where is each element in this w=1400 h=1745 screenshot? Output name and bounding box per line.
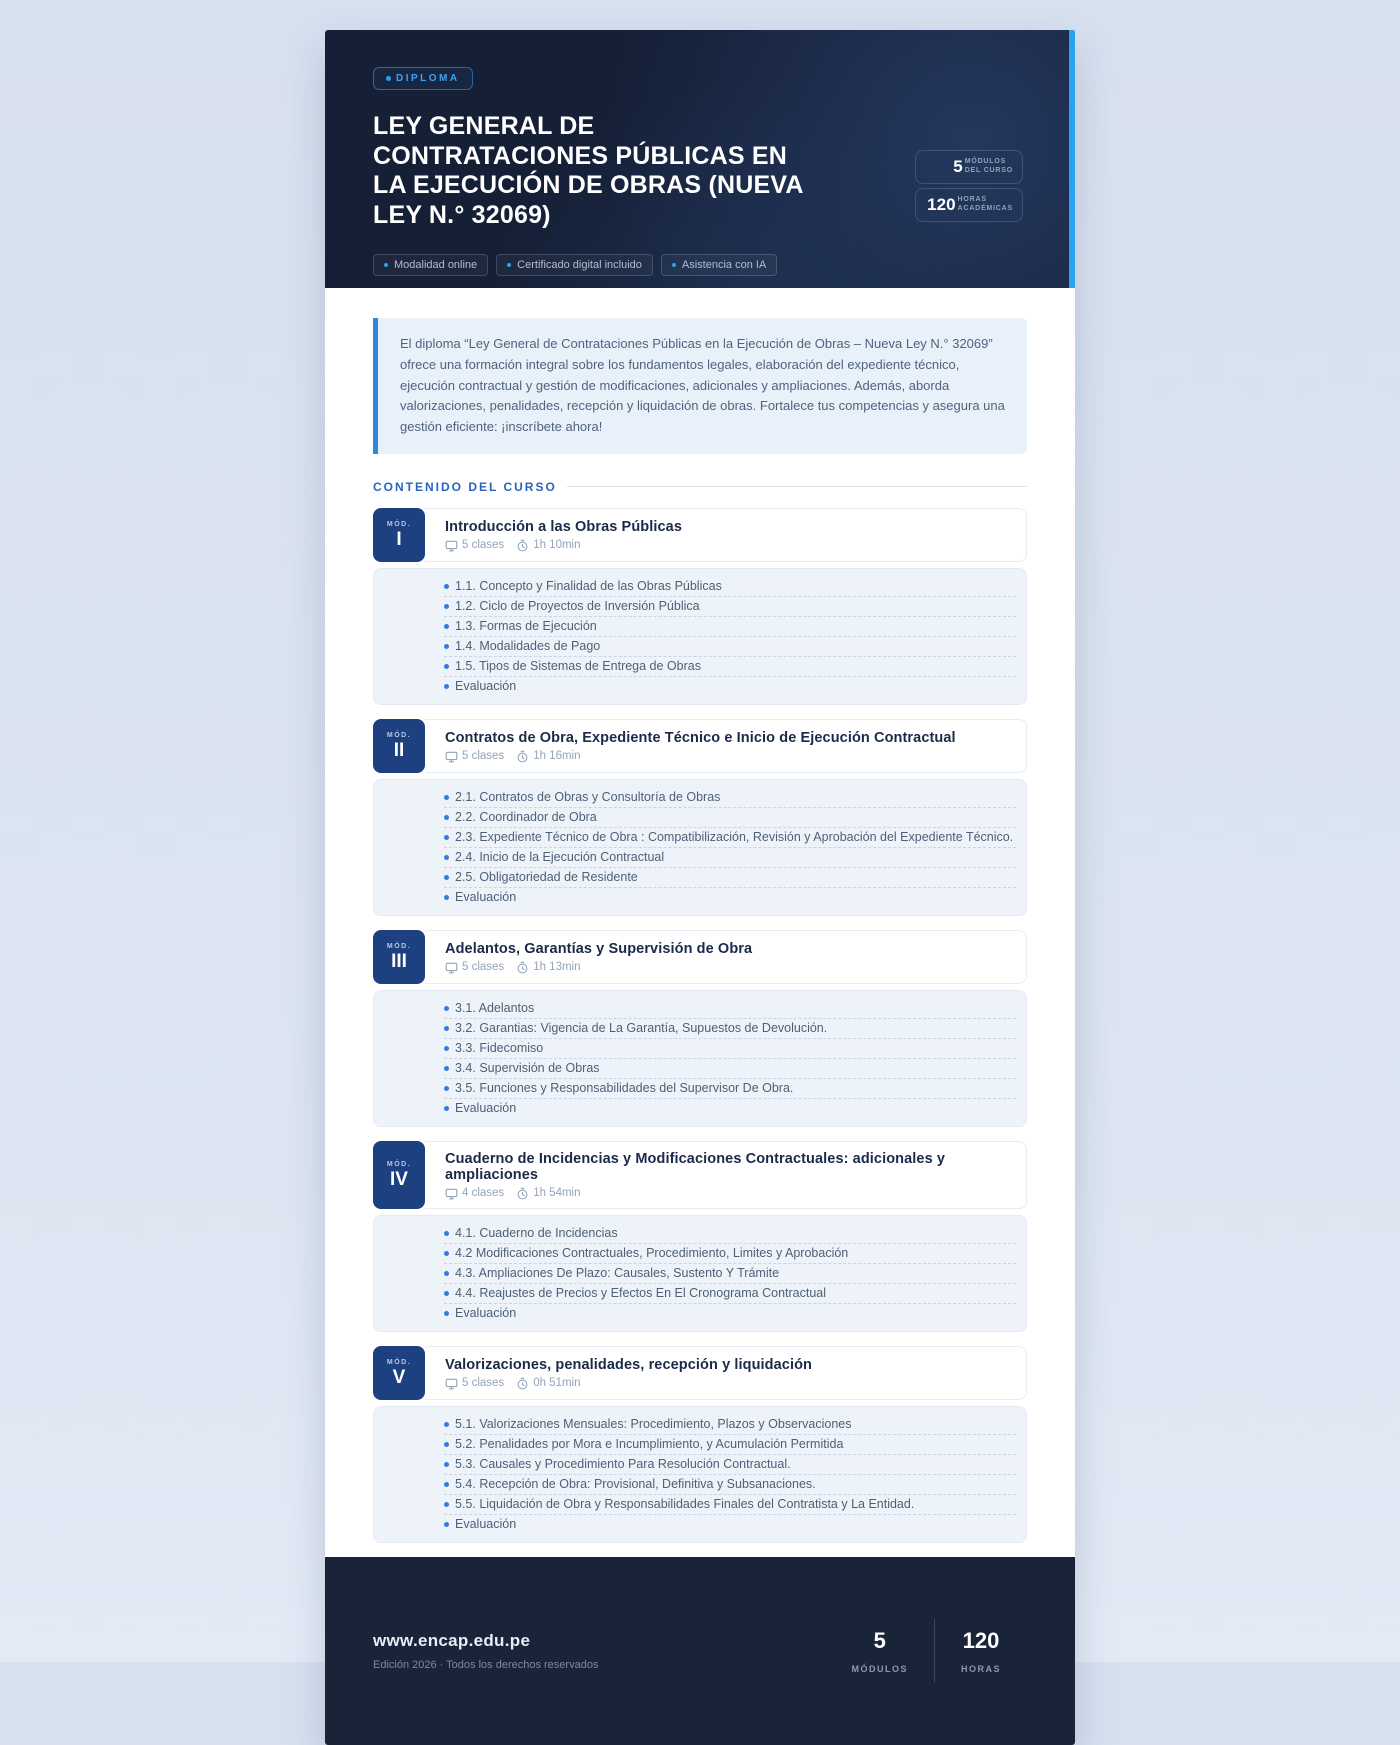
lesson-bullet-icon bbox=[444, 795, 449, 800]
course-page-card bbox=[325, 30, 1075, 1745]
module-title: Introducción a las Obras Públicas bbox=[445, 518, 682, 535]
lesson-bullet-icon bbox=[444, 1251, 449, 1256]
lesson-item bbox=[444, 1455, 1016, 1475]
footer-stat-hours bbox=[935, 1628, 1027, 1674]
module-badge bbox=[373, 508, 425, 562]
lesson-bullet-icon bbox=[444, 1502, 449, 1507]
lesson-bullet-icon bbox=[444, 604, 449, 609]
module-card bbox=[373, 930, 1027, 1127]
lesson-bullet-icon bbox=[444, 855, 449, 860]
lesson-title: 3.1. Adelantos bbox=[455, 1001, 535, 1016]
module-card bbox=[373, 719, 1027, 916]
module-meta bbox=[445, 539, 1006, 552]
classes-meta bbox=[445, 1187, 504, 1200]
module-title: Adelantos, Garantías y Supervisión de Obra bbox=[445, 940, 753, 957]
page-footer bbox=[325, 1557, 1075, 1745]
module-badge bbox=[373, 1346, 425, 1400]
lesson-item bbox=[444, 637, 1016, 657]
duration-meta bbox=[516, 539, 580, 552]
footer-copyright: Edición 2026 · Todos los derechos reservados bbox=[373, 1658, 599, 1671]
lesson-list bbox=[373, 779, 1027, 916]
lesson-list bbox=[373, 1406, 1027, 1543]
lesson-item bbox=[444, 1099, 1016, 1118]
duration: 1h 16min bbox=[533, 750, 581, 763]
lesson-title: 5.2. Penalidades por Mora e Incumplimiento, y Acumulación Permitida bbox=[455, 1437, 844, 1452]
module-badge-label: MÓD. bbox=[386, 731, 412, 739]
hero-accent-stripe bbox=[1069, 30, 1075, 288]
tag-label: Modalidad online bbox=[394, 259, 478, 271]
lesson-item bbox=[444, 1079, 1016, 1099]
module-title: Valorizaciones, penalidades, recepción y liquidación bbox=[445, 1356, 813, 1373]
classes-meta bbox=[445, 1377, 504, 1390]
module-badge-label: MÓD. bbox=[386, 1160, 412, 1168]
diploma-badge-label: DIPLOMA bbox=[396, 73, 460, 84]
lesson-bullet-icon bbox=[444, 1106, 449, 1111]
lesson-item bbox=[444, 1435, 1016, 1455]
module-header bbox=[373, 1346, 1027, 1400]
lesson-item bbox=[444, 617, 1016, 637]
lesson-title: Evaluación bbox=[455, 890, 517, 905]
footer-stats bbox=[825, 1619, 1027, 1683]
module-header bbox=[373, 1141, 1027, 1209]
stat-modules bbox=[915, 150, 1023, 184]
lesson-bullet-icon bbox=[444, 1231, 449, 1236]
lesson-bullet-icon bbox=[444, 584, 449, 589]
lesson-bullet-icon bbox=[444, 815, 449, 820]
lesson-item bbox=[444, 808, 1016, 828]
lesson-bullet-icon bbox=[444, 1442, 449, 1447]
module-header-info bbox=[425, 1346, 1027, 1400]
lesson-item bbox=[444, 1059, 1016, 1079]
module-numeral: III bbox=[391, 950, 407, 972]
duration: 0h 51min bbox=[533, 1377, 581, 1390]
lesson-title: 1.2. Ciclo de Proyectos de Inversión Pública bbox=[455, 599, 700, 614]
main-content bbox=[325, 288, 1075, 1543]
module-meta bbox=[445, 1377, 1006, 1390]
module-header-info bbox=[425, 930, 1027, 984]
bullet-dot-icon bbox=[672, 263, 676, 267]
footer-hours-label: HORAS bbox=[960, 1663, 1001, 1674]
lesson-title: 2.4. Inicio de la Ejecución Contractual bbox=[455, 850, 665, 865]
lesson-item bbox=[444, 1039, 1016, 1059]
lesson-item bbox=[444, 1515, 1016, 1534]
lesson-title: 3.4. Supervisión de Obras bbox=[455, 1061, 600, 1076]
screen-icon bbox=[445, 750, 458, 763]
intro-callout: El diploma “Ley General de Contrataciones Públicas en la Ejecución de Obras – Nueva Ley N.° 32069” ofrece una formación integral sobre los fundamentos legales, elaboración del expediente técnico, ejecución contractual y gestión de modificaciones, adicionales y ampliaciones. Además, aborda valorizaciones, penalidades, recepción y liquidación de obras. Fortalece tus competencias y asegura una gestión eficiente: ¡inscríbete ahora! bbox=[373, 318, 1027, 454]
module-badge-label: MÓD. bbox=[386, 1358, 412, 1366]
lesson-bullet-icon bbox=[444, 1462, 449, 1467]
classes-count: 5 clases bbox=[462, 961, 505, 974]
lesson-title: 3.5. Funciones y Responsabilidades del Supervisor De Obra. bbox=[455, 1081, 794, 1096]
module-card bbox=[373, 1141, 1027, 1332]
stopwatch-icon bbox=[516, 750, 529, 763]
classes-meta bbox=[445, 539, 504, 552]
module-header-info bbox=[425, 719, 1027, 773]
lesson-item bbox=[444, 1304, 1016, 1323]
duration: 1h 13min bbox=[533, 961, 581, 974]
hero-stats bbox=[915, 150, 1023, 226]
stat-hours-label: HORAS ACADÉMICAS bbox=[957, 196, 1013, 212]
lesson-bullet-icon bbox=[444, 664, 449, 669]
stat-modules-label: MÓDULOS DEL CURSO bbox=[964, 158, 1013, 174]
section-title: CONTENIDO DEL CURSO bbox=[373, 479, 557, 494]
lesson-item bbox=[444, 1224, 1016, 1244]
stat-hours-value: 120 bbox=[927, 195, 956, 214]
tag-asistencia bbox=[661, 254, 777, 276]
lesson-item bbox=[444, 848, 1016, 868]
lesson-title: 5.1. Valorizaciones Mensuales: Procedimiento, Plazos y Observaciones bbox=[455, 1417, 852, 1432]
classes-count: 5 clases bbox=[462, 1377, 505, 1390]
lesson-title: 2.1. Contratos de Obras y Consultoría de Obras bbox=[455, 790, 721, 805]
lesson-bullet-icon bbox=[444, 624, 449, 629]
module-title: Cuaderno de Incidencias y Modificaciones Contractuales: adicionales y ampliaciones bbox=[445, 1150, 946, 1183]
course-title: LEY GENERAL DE CONTRATACIONES PÚBLICAS EN LA EJECUCIÓN DE OBRAS (NUEVA LEY N.° 32069) bbox=[373, 112, 803, 229]
lesson-title: 3.2. Garantias: Vigencia de La Garantía, Supuestos de Devolución. bbox=[455, 1021, 828, 1036]
lesson-bullet-icon bbox=[444, 1006, 449, 1011]
lesson-title: Evaluación bbox=[455, 1517, 517, 1532]
lesson-bullet-icon bbox=[444, 875, 449, 880]
lesson-item bbox=[444, 657, 1016, 677]
lesson-title: 5.5. Liquidación de Obra y Responsabilidades Finales del Contratista y La Entidad. bbox=[455, 1497, 915, 1512]
screen-icon bbox=[445, 1187, 458, 1200]
tag-certificado bbox=[496, 254, 653, 276]
lesson-bullet-icon bbox=[444, 1291, 449, 1296]
section-heading bbox=[373, 480, 1027, 494]
module-badge bbox=[373, 1141, 425, 1209]
module-badge bbox=[373, 719, 425, 773]
module-header bbox=[373, 508, 1027, 562]
lesson-bullet-icon bbox=[444, 895, 449, 900]
lesson-bullet-icon bbox=[444, 1086, 449, 1091]
lesson-bullet-icon bbox=[444, 1422, 449, 1427]
screen-icon bbox=[445, 539, 458, 552]
lesson-bullet-icon bbox=[444, 644, 449, 649]
lesson-bullet-icon bbox=[444, 1066, 449, 1071]
lesson-title: 1.3. Formas de Ejecución bbox=[455, 619, 597, 634]
lesson-title: 4.2 Modificaciones Contractuales, Procedimiento, Limites y Aprobación bbox=[455, 1246, 849, 1261]
lesson-list bbox=[373, 990, 1027, 1127]
stopwatch-icon bbox=[516, 1377, 529, 1390]
stopwatch-icon bbox=[516, 961, 529, 974]
module-header bbox=[373, 930, 1027, 984]
lesson-title: 5.4. Recepción de Obra: Provisional, Definitiva y Subsanaciones. bbox=[455, 1477, 816, 1492]
lesson-item bbox=[444, 1284, 1016, 1304]
module-badge bbox=[373, 930, 425, 984]
classes-count: 5 clases bbox=[462, 750, 505, 763]
lesson-item bbox=[444, 1019, 1016, 1039]
lesson-title: Evaluación bbox=[455, 679, 517, 694]
lesson-title: Evaluación bbox=[455, 1306, 517, 1321]
footer-left bbox=[373, 1631, 598, 1671]
lesson-item bbox=[444, 868, 1016, 888]
lesson-item bbox=[444, 1475, 1016, 1495]
module-header-info bbox=[425, 508, 1027, 562]
lesson-title: 5.3. Causales y Procedimiento Para Resolución Contractual. bbox=[455, 1457, 791, 1472]
lesson-title: 2.2. Coordinador de Obra bbox=[455, 810, 597, 825]
lesson-item bbox=[444, 828, 1016, 848]
lesson-item bbox=[444, 888, 1016, 907]
module-title: Contratos de Obra, Expediente Técnico e Inicio de Ejecución Contractual bbox=[445, 729, 956, 746]
classes-count: 5 clases bbox=[462, 539, 505, 552]
module-badge-label: MÓD. bbox=[386, 520, 412, 528]
module-card bbox=[373, 1346, 1027, 1543]
tag-label: Certificado digital incluido bbox=[517, 259, 642, 271]
module-card bbox=[373, 508, 1027, 705]
lesson-item bbox=[444, 788, 1016, 808]
module-meta bbox=[445, 961, 1006, 974]
lesson-item bbox=[444, 1244, 1016, 1264]
module-header-info bbox=[425, 1141, 1027, 1209]
duration-meta bbox=[516, 750, 580, 763]
lesson-bullet-icon bbox=[444, 1271, 449, 1276]
module-header bbox=[373, 719, 1027, 773]
hero-tags-row bbox=[373, 254, 1027, 276]
bullet-dot-icon bbox=[386, 76, 391, 81]
lesson-bullet-icon bbox=[444, 684, 449, 689]
lesson-title: 1.4. Modalidades de Pago bbox=[455, 639, 601, 654]
lesson-title: 4.3. Ampliaciones De Plazo: Causales, Sustento Y Trámite bbox=[455, 1266, 780, 1281]
bullet-dot-icon bbox=[384, 263, 388, 267]
lesson-item bbox=[444, 1415, 1016, 1435]
lesson-list bbox=[373, 1215, 1027, 1332]
footer-modules-label: MÓDULOS bbox=[851, 1663, 908, 1674]
section-divider bbox=[567, 486, 1027, 487]
module-numeral: IV bbox=[390, 1168, 408, 1190]
duration: 1h 54min bbox=[533, 1187, 581, 1200]
module-meta bbox=[445, 1187, 1006, 1200]
lesson-item bbox=[444, 1264, 1016, 1284]
lesson-item bbox=[444, 677, 1016, 696]
lesson-bullet-icon bbox=[444, 1046, 449, 1051]
lesson-bullet-icon bbox=[444, 1482, 449, 1487]
footer-hours-value: 120 bbox=[962, 1627, 1000, 1653]
screen-icon bbox=[445, 961, 458, 974]
lesson-title: 3.3. Fidecomiso bbox=[455, 1041, 544, 1056]
hero-header bbox=[325, 30, 1075, 288]
lesson-title: 2.3. Expediente Técnico de Obra : Compatibilización, Revisión y Aprobación del Expediente Técnico. bbox=[455, 830, 1014, 845]
duration-meta bbox=[516, 1187, 580, 1200]
footer-site-url[interactable]: www.encap.edu.pe bbox=[373, 1630, 531, 1650]
stat-modules-value: 5 bbox=[953, 157, 963, 176]
lesson-item bbox=[444, 597, 1016, 617]
lesson-bullet-icon bbox=[444, 1311, 449, 1316]
lesson-bullet-icon bbox=[444, 835, 449, 840]
lesson-title: 1.5. Tipos de Sistemas de Entrega de Obras bbox=[455, 659, 701, 674]
lesson-title: 2.5. Obligatoriedad de Residente bbox=[455, 870, 638, 885]
bullet-dot-icon bbox=[507, 263, 511, 267]
classes-meta bbox=[445, 961, 504, 974]
duration: 1h 10min bbox=[533, 539, 581, 552]
module-numeral: II bbox=[393, 739, 405, 761]
stopwatch-icon bbox=[516, 539, 529, 552]
lesson-title: 4.4. Reajustes de Precios y Efectos En El Cronograma Contractual bbox=[455, 1286, 827, 1301]
module-badge-label: MÓD. bbox=[386, 942, 412, 950]
duration-meta bbox=[516, 961, 580, 974]
classes-count: 4 clases bbox=[462, 1187, 505, 1200]
tag-modalidad bbox=[373, 254, 488, 276]
lesson-title: 1.1. Concepto y Finalidad de las Obras Públicas bbox=[455, 579, 722, 594]
classes-meta bbox=[445, 750, 504, 763]
tag-label: Asistencia con IA bbox=[681, 259, 767, 271]
duration-meta bbox=[516, 1377, 580, 1390]
module-numeral: I bbox=[396, 528, 402, 550]
lesson-bullet-icon bbox=[444, 1522, 449, 1527]
modules-list bbox=[373, 508, 1027, 1543]
lesson-item bbox=[444, 577, 1016, 597]
stat-hours bbox=[915, 188, 1023, 222]
lesson-title: Evaluación bbox=[455, 1101, 517, 1116]
diploma-badge bbox=[373, 67, 473, 90]
stopwatch-icon bbox=[516, 1187, 529, 1200]
lesson-list bbox=[373, 568, 1027, 705]
module-meta bbox=[445, 750, 1006, 763]
module-numeral: V bbox=[392, 1366, 406, 1388]
lesson-item bbox=[444, 999, 1016, 1019]
lesson-title: 4.1. Cuaderno de Incidencias bbox=[455, 1226, 618, 1241]
screen-icon bbox=[445, 1377, 458, 1390]
lesson-bullet-icon bbox=[444, 1026, 449, 1031]
lesson-item bbox=[444, 1495, 1016, 1515]
footer-stat-modules bbox=[825, 1628, 934, 1674]
footer-modules-value: 5 bbox=[873, 1627, 886, 1653]
